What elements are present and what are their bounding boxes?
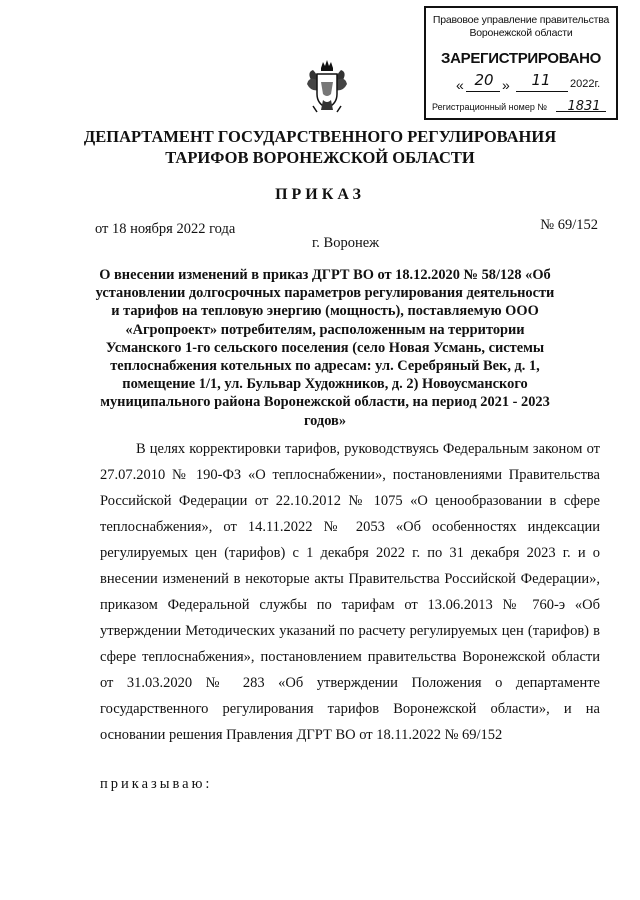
department-name xyxy=(60,126,580,168)
stamp-authority-line2: Воронежской области xyxy=(469,27,573,39)
department-line-1: ДЕПАРТАМЕНТ ГОСУДАРСТВЕННОГО РЕГУЛИРОВАНИЯ xyxy=(83,127,557,146)
coat-of-arms-emblem xyxy=(305,58,349,116)
stamp-day-underline xyxy=(466,91,500,92)
order-title: ПРИКАЗ xyxy=(275,186,365,203)
stamp-month: 11 xyxy=(531,71,551,89)
stamp-reg-number-label: Регистрационный номер № xyxy=(432,102,548,112)
order-city: г. Воронеж xyxy=(312,235,380,251)
order-subject: О внесении изменений в приказ ДГРТ ВО от 18.12.2020 № 58/128 «Об установлении долгосрочных параметров регулирования деятельности и тарифов на тепловую энергию (мощность), поставляемую ООО «Агропроект» потребителям, расположенным на территории Усманского 1-го сельского поселения (село Новая Усмань, системы теплоснабжения котельных по адресам: ул. Серебряный Век, д. 1, помещение 1/1, ул. Бульвар Художников, д. 2) Новоусманского муниципального района Воронежской области, на период 2021 - 2023 годов» xyxy=(95,267,555,429)
order-date: от 18 ноября 2022 года xyxy=(95,221,236,237)
stamp-quote-open: « xyxy=(456,77,464,93)
order-body-paragraph: В целях корректировки тарифов, руководствуясь Федеральным законом от 27.07.2010 № 190-ФЗ «О теплоснабжении», постановлениями Правительства Российской Федерации от 22.10.2012 № 1075 «О ценообразовании в сфере теплоснабжения», от 14.11.2022 № 2053 «Об особенностях индексации регулируемых цен (тарифов) с 1 декабря 2022 г. по 31 декабря 2023 г. и о внесении изменений в некоторые акты Правительства Российской Федерации», приказом Федеральной службы по тарифам от 13.06.2013 № 760-э «Об утверждении Методических указаний по расчету регулируемых цен (тарифов) в сфере теплоснабжения», постановлением правительства Воронежской области от 31.03.2020 № 283 «Об утверждении Положения о департаменте государственного регулирования тарифов Воронежской области», и на основании решения Правления ДГРТ ВО от 18.11.2022 № 69/152 xyxy=(100,441,600,743)
decree-word: приказываю: xyxy=(100,776,213,792)
stamp-reg-number-value: 1831 xyxy=(567,99,601,114)
stamp-date xyxy=(426,71,616,95)
stamp-day: 20 xyxy=(474,71,494,89)
stamp-month-underline xyxy=(516,91,568,92)
stamp-registered-label: ЗАРЕГИСТРИРОВАНО xyxy=(440,50,602,67)
registration-stamp xyxy=(424,6,618,120)
stamp-year: 2022г. xyxy=(570,78,601,90)
stamp-authority-line1: Правовое управление правительства xyxy=(432,14,610,26)
order-number: № 69/152 xyxy=(540,217,598,233)
stamp-reg-number-underline xyxy=(556,111,606,112)
stamp-quote-close: » xyxy=(502,77,510,93)
department-line-2: ТАРИФОВ ВОРОНЕЖСКОЙ ОБЛАСТИ xyxy=(165,148,475,167)
stamp-reg-number xyxy=(432,99,601,114)
